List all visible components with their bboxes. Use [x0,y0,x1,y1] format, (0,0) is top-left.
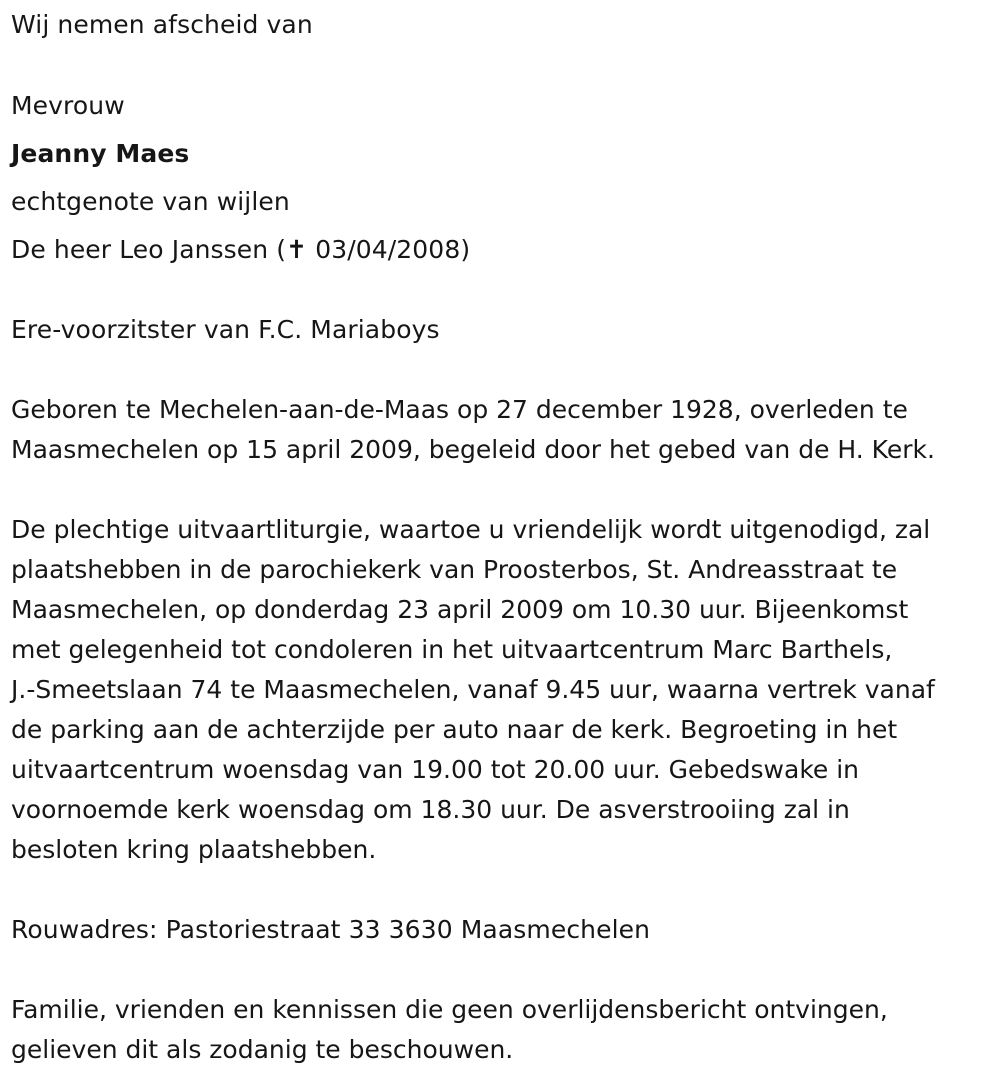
intro-line: Wij nemen afscheid van [11,10,313,39]
spouse-line: De heer Leo Janssen (✝ 03/04/2008) [11,235,471,264]
paragraph-line: voornoemde kerk woensdag om 18.30 uur. De asverstrooiing zal in [11,795,850,824]
salutation: Mevrouw [11,91,125,120]
paragraph-line: gelieven dit als zodanig te beschouwen. [11,1035,514,1064]
mourning-address: Rouwadres: Pastoriestraat 33 3630 Maasmechelen [11,915,651,944]
paragraph-line: plaatshebben in de parochiekerk van Proosterbos, St. Andreasstraat te [11,555,898,584]
paragraph-line: Maasmechelen, op donderdag 23 april 2009 om 10.30 uur. Bijeenkomst [11,595,909,624]
closing-paragraph [11,990,888,1070]
ceremony-paragraph [11,510,935,870]
paragraph-line: De plechtige uitvaartliturgie, waartoe u vriendelijk wordt uitgenodigd, zal [11,515,931,544]
birth-death-paragraph [11,390,935,470]
paragraph-line: J.-Smeetslaan 74 te Maasmechelen, vanaf 9.45 uur, waarna vertrek vanaf [11,675,935,704]
honorary-title: Ere-voorzitster van F.C. Mariaboys [11,315,440,344]
paragraph-line: Familie, vrienden en kennissen die geen overlijdensbericht ontvingen, [11,995,888,1024]
deceased-name: Jeanny Maes [11,139,190,168]
paragraph-line: met gelegenheid tot condoleren in het uitvaartcentrum Marc Barthels, [11,635,893,664]
paragraph-line: Maasmechelen op 15 april 2009, begeleid door het gebed van de H. Kerk. [11,435,935,464]
paragraph-line: Geboren te Mechelen-aan-de-Maas op 27 december 1928, overleden te [11,395,908,424]
paragraph-line: de parking aan de achterzijde per auto naar de kerk. Begroeting in het [11,715,898,744]
relation-line: echtgenote van wijlen [11,187,290,216]
paragraph-line: uitvaartcentrum woensdag van 19.00 tot 20.00 uur. Gebedswake in [11,755,860,784]
paragraph-line: besloten kring plaatshebben. [11,835,377,864]
